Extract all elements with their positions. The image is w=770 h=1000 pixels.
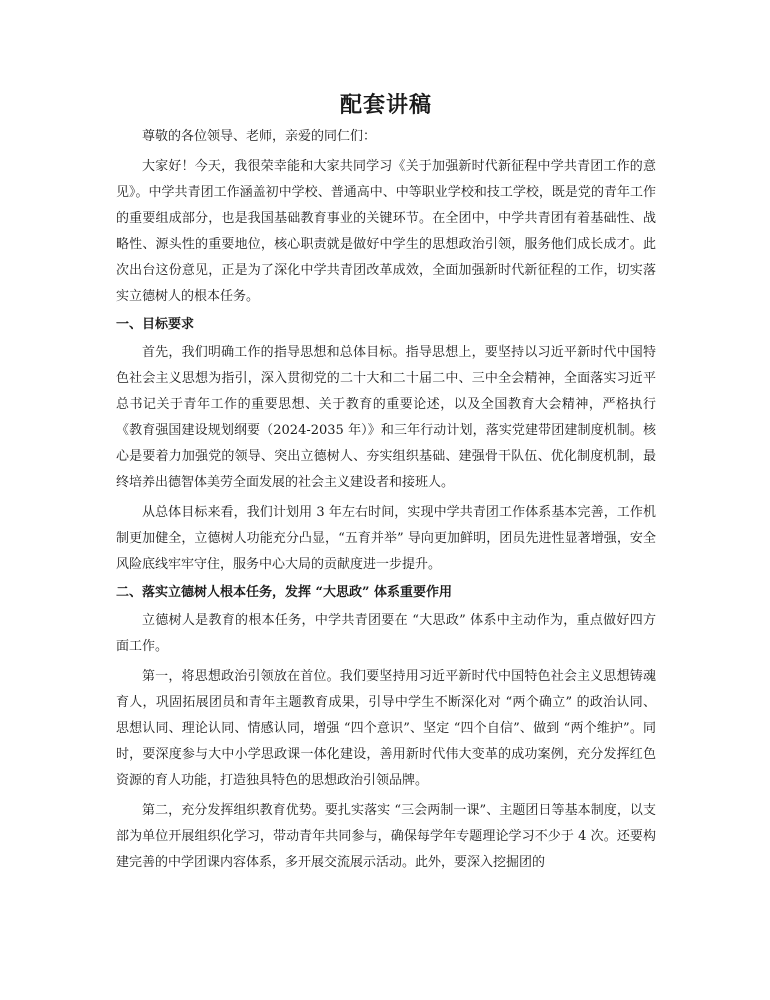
section-1-heading: 一、目标要求 [116, 317, 195, 332]
salutation: 尊敬的各位领导、老师，亲爱的同仁们： [142, 129, 377, 144]
document-page [116, 88, 656, 876]
intro-paragraph: 大家好！今天，我很荣幸能和大家共同学习《关于加强新时代新征程中学共青团工作的意见》。中学共青团工作涵盖初中学校、普通高中、中等职业学校和技工学校，既是党的青年工作的重要组成部分，也是我国基础教育事业的关键环节。在全团中，中学共青团有着基础性、战略性、源头性的重要地位，核心职责就是做好中学生的思想政治引领，服务他们成长成才。此次出台这份意见，正是为了深化中学共青团改革成效，全面加强新时代新征程的工作，切实落实立德树人的根本任务。 [116, 159, 656, 304]
section-2-paragraph-2: 第一，将思想政治引领放在首位。我们要坚持用习近平新时代中国特色社会主义思想铸魂育人，巩固拓展团员和青年主题教育成果，引导中学生不断深化对 “两个确立” 的政治认同、思想认同、理论认同、情感认同，增强 “四个意识”、坚定 “四个自信”、做到 “两个维护”。同时，要深度参与大中小学思政课一体化建设，善用新时代伟大变革的成功案例，充分发挥红色资源的育人功能，打造独具特色的思想政治引领品牌。 [116, 669, 656, 788]
section-2-paragraph-1: 立德树人是教育的根本任务，中学共青团要在 “大思政” 体系中主动作为，重点做好四方面工作。 [116, 613, 656, 654]
section-2-heading: 二、落实立德树人根本任务，发挥 “大思政” 体系重要作用 [116, 585, 453, 600]
section-2-paragraph-3: 第二，充分发挥组织教育优势。要扎实落实 “三会两制一课”、主题团日等基本制度，以支部为单位开展组织化学习，带动青年共同参与，确保每学年专题理论学习不少于 4 次。还要构建完善的中学团课内容体系，多开展交流展示活动。此外，要深入挖掘团的 [116, 803, 656, 870]
document-title: 配套讲稿 [339, 92, 432, 118]
section-1-paragraph-2: 从总体目标来看，我们计划用 3 年左右时间，实现中学共青团工作体系基本完善，工作机制更加健全，立德树人功能充分凸显，“五育并举” 导向更加鲜明，团员先进性显著增强，安全风险底线牢牢守住，服务中心大局的贡献度进一步提升。 [116, 505, 656, 572]
section-1-paragraph-1: 首先，我们明确工作的指导思想和总体目标。指导思想上，要坚持以习近平新时代中国特色社会主义思想为指引，深入贯彻党的二十大和二十届二中、三中全会精神，全面落实习近平总书记关于青年工作的重要思想、关于教育的重要论述，以及全国教育大会精神，严格执行《教育强国建设规划纲要（2024-2035 年）》和三年行动计划，落实党建带团建制度机制。核心是要着力加强党的领导、突出立德树人、夯实组织基础、建强骨干队伍、优化制度机制，最终培养出德智体美劳全面发展的社会主义建设者和接班人。 [116, 345, 656, 490]
